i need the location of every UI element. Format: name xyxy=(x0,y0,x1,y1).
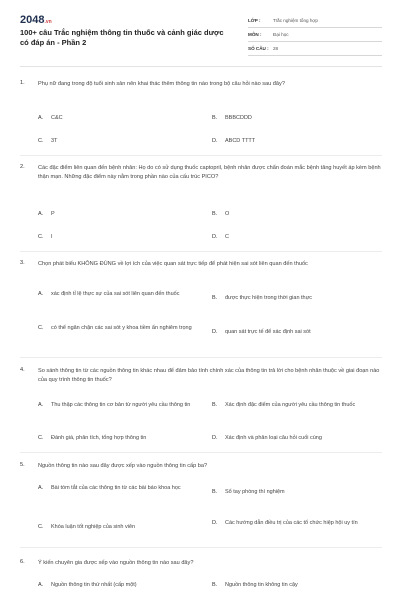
option-letter: C. xyxy=(38,524,44,530)
option-text: Bài tóm tắt của các thông tin từ các bài báo khoa học xyxy=(51,485,181,491)
answer-option-c[interactable] xyxy=(38,233,53,241)
answer-option-a[interactable] xyxy=(38,210,55,218)
page-header xyxy=(20,14,382,60)
option-text: I xyxy=(51,234,53,240)
option-letter: B. xyxy=(212,115,218,121)
question-number: 5. xyxy=(20,462,25,468)
answer-option-a[interactable] xyxy=(38,581,137,589)
answer-option-a[interactable] xyxy=(38,114,63,122)
question-text: So sánh thông tin từ các nguồn thông tin khác nhau để đảm bảo tính chính xác của thông tin trả lời cho bệnh nhân thuộc về giai đoạn nào của quy trình thông tin thuốc? xyxy=(38,368,380,383)
logo-text: 2048 xyxy=(20,14,45,26)
question-divider xyxy=(20,452,382,453)
option-letter: B. xyxy=(212,402,218,408)
option-text: Sổ tay phòng thí nghiệm xyxy=(225,489,285,495)
answer-option-b[interactable] xyxy=(212,294,382,302)
meta-value: Trắc nghiệm tổng hợp xyxy=(273,18,318,23)
header-divider xyxy=(20,66,382,67)
logo-suffix: .vn xyxy=(44,19,52,25)
option-text: Các hướng dẫn điều trị của các tổ chức hiệp hội uy tín xyxy=(225,520,358,526)
answer-option-d[interactable] xyxy=(212,328,382,336)
option-letter: D. xyxy=(212,435,218,441)
question-number: 6. xyxy=(20,559,25,565)
meta-row-class xyxy=(248,14,382,28)
option-letter: B. xyxy=(212,582,218,588)
option-text: C xyxy=(225,234,229,240)
answer-option-b[interactable] xyxy=(212,488,285,496)
option-letter: A. xyxy=(38,402,44,408)
option-text: ABCD TTTT xyxy=(225,138,256,144)
question-text: Nguồn thông tin nào sau đây được xếp vào nguồn thông tin cấp ba? xyxy=(38,463,208,469)
option-text: quan sát trực tế để xác định sai sót xyxy=(225,329,311,335)
answer-option-a[interactable] xyxy=(38,290,213,298)
answer-option-b[interactable] xyxy=(212,401,382,409)
question-number: 4. xyxy=(20,367,25,373)
question-number: 3. xyxy=(20,260,25,266)
question-text: Chọn phát biểu KHÔNG ĐÚNG về lợi ích của việc quan sát trực tiếp để phát hiện sai sót liên quan đến thuốc xyxy=(38,261,308,267)
question-divider xyxy=(20,251,382,252)
question-text: Các đặc điểm liên quan đến bệnh nhân: Họ do có sử dụng thuốc captopril, bệnh nhân được chẩn đoán mắc bệnh tăng huyết áp kèm bệnh thận mạn. Những đặc điểm này nằm trong phần nào của cấu trúc PICO? xyxy=(38,165,381,180)
site-logo[interactable] xyxy=(20,14,52,26)
document-title: 100+ câu Trắc nghiệm thông tin thuốc và cảnh giác dược có đáp án - Phần 2 xyxy=(20,28,224,47)
option-letter: A. xyxy=(38,211,44,217)
option-letter: D. xyxy=(212,234,218,240)
option-text: Thu thập các thông tin cơ bản từ người yêu cầu thông tin xyxy=(51,402,191,408)
option-text: 3T xyxy=(51,138,58,144)
meta-key: LỚP : xyxy=(248,18,261,23)
answer-option-c[interactable] xyxy=(38,137,57,145)
option-text: Đánh giá, phân tích, tổng hợp thông tin xyxy=(51,435,147,441)
option-text: O xyxy=(225,211,230,217)
answer-option-a[interactable] xyxy=(38,484,213,492)
answer-option-d[interactable] xyxy=(212,434,322,442)
answer-option-d[interactable] xyxy=(212,137,255,145)
option-letter: A. xyxy=(38,582,44,588)
option-letter: A. xyxy=(38,485,44,491)
answer-option-d[interactable] xyxy=(212,233,229,241)
question-number: 1. xyxy=(20,80,25,86)
answer-option-c[interactable] xyxy=(38,434,146,442)
option-text: Khóa luận tốt nghiệp của sinh viên xyxy=(51,524,136,530)
option-letter: C. xyxy=(38,138,44,144)
option-letter: D. xyxy=(212,520,218,526)
option-text: C&C xyxy=(51,115,63,121)
answer-option-d[interactable] xyxy=(212,519,382,527)
option-text: Xác định đặc điểm của người yêu cầu thông tin thuốc xyxy=(225,402,356,408)
question-text: Ý kiến chuyên gia được xếp vào nguồn thông tin nào sau đây? xyxy=(38,560,194,566)
option-letter: C. xyxy=(38,234,44,240)
answer-option-c[interactable] xyxy=(38,523,135,531)
meta-row-count xyxy=(248,42,382,56)
option-text: có thể ngăn chặn các sai sót y khoa tiềm ẩn nghiêm trọng xyxy=(51,325,192,331)
meta-row-subject xyxy=(248,28,382,42)
option-text: Nguồn thông tin không tin cậy xyxy=(225,582,298,588)
answer-option-b[interactable] xyxy=(212,210,229,218)
option-text: Xác định và phân loại câu hỏi cuối cùng xyxy=(225,435,322,441)
meta-key: MÔN : xyxy=(248,32,262,37)
option-letter: A. xyxy=(38,291,44,297)
meta-table xyxy=(248,14,382,56)
option-text: BBBCDDD xyxy=(225,115,252,121)
option-letter: D. xyxy=(212,138,218,144)
question-divider xyxy=(20,357,382,358)
meta-value: Đại học xyxy=(273,32,289,37)
option-letter: B. xyxy=(212,295,218,301)
option-text: xác định tỉ lệ thực sự của sai sót liên quan đến thuốc xyxy=(51,291,180,297)
meta-value: 28 xyxy=(273,46,279,51)
meta-key: SỐ CÂU : xyxy=(248,46,269,51)
question-divider xyxy=(20,155,382,156)
answer-option-c[interactable] xyxy=(38,324,213,332)
answer-option-b[interactable] xyxy=(212,581,298,589)
option-text: được thực hiện trong thời gian thực xyxy=(225,295,313,301)
option-letter: B. xyxy=(212,489,218,495)
option-letter: A. xyxy=(38,115,44,121)
option-letter: B. xyxy=(212,211,218,217)
answer-option-a[interactable] xyxy=(38,401,213,409)
question-divider xyxy=(20,547,382,548)
option-letter: C. xyxy=(38,325,44,331)
question-number: 2. xyxy=(20,164,25,170)
option-letter: C. xyxy=(38,435,44,441)
option-letter: D. xyxy=(212,329,218,335)
question-text: Phụ nữ đang trong độ tuổi sinh sản nên khai thác thêm thông tin nào trong bộ câu hỏi nào sau đây? xyxy=(38,81,285,87)
option-text: P xyxy=(51,211,55,217)
option-text: Nguồn thông tin thứ nhất (cấp một) xyxy=(51,582,137,588)
answer-option-b[interactable] xyxy=(212,114,252,122)
